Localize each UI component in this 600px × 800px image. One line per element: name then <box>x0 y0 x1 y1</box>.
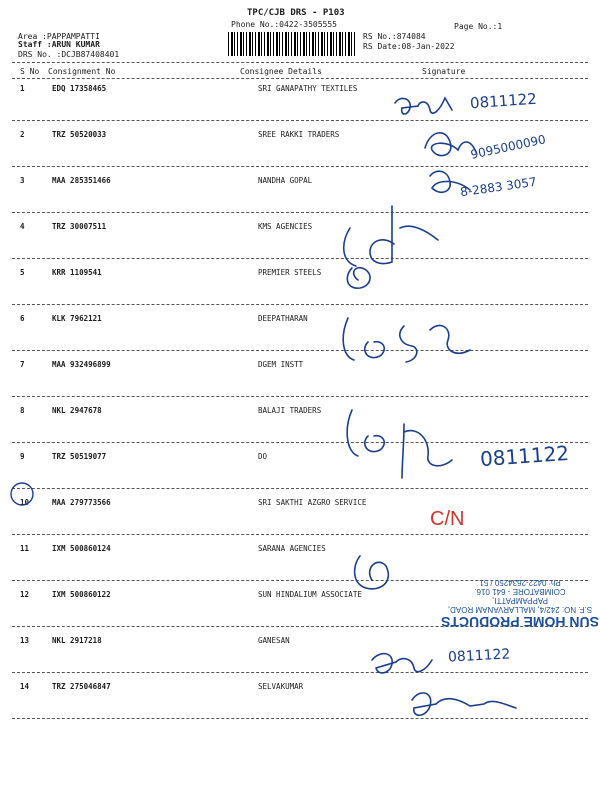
row-13-divider <box>12 672 588 673</box>
row-13-consignee: GANESAN <box>258 636 290 645</box>
column-header-signature: Signature <box>422 67 466 76</box>
signature-4 <box>344 206 438 266</box>
row-11-consignment: IXM 500860124 <box>52 544 111 553</box>
row-5-consignee: PREMIER STEELS <box>258 268 322 277</box>
row-13-consignment: NKL 2917218 <box>52 636 102 645</box>
row-10-consignee: SRI SAKTHI AZGRO SERVICE <box>258 498 367 507</box>
row-9-consignee: DO <box>258 452 268 461</box>
row-4-sno: 4 <box>20 222 25 231</box>
row-14-consignment: TRZ 275046847 <box>52 682 111 691</box>
row-7-sno: 7 <box>20 360 25 369</box>
signature-14 <box>412 693 516 715</box>
row-1-sno: 1 <box>20 84 25 93</box>
row-2-sno: 2 <box>20 130 25 139</box>
drs-number: DRS No. :DCJB87408401 <box>18 50 120 59</box>
document-title: TPC/CJB DRS - P103 <box>247 8 345 18</box>
row-6-sno: 6 <box>20 314 25 323</box>
row-2-consignment: TRZ 50520033 <box>52 130 107 139</box>
signature-3-phone: 8-2883 3057 <box>459 174 538 200</box>
company-stamp <box>440 540 600 630</box>
signature-1-date: 0811122 <box>469 89 538 113</box>
row-8-consignment: NKL 2947678 <box>52 406 102 415</box>
stamp-area: PAPPAMPATTI, <box>492 596 548 605</box>
row-9-divider <box>12 488 588 489</box>
row-6-consignee: DEEPATHARAN <box>258 314 308 323</box>
row-6-consignment: KLK 7962121 <box>52 314 102 323</box>
signature-1 <box>395 98 452 114</box>
signature-5 <box>347 268 370 289</box>
stamp-address-line: S.F. NO: 242/4, MALLARVANAM ROAD, <box>447 605 593 614</box>
signature-8-9 <box>347 410 452 478</box>
row-7-consignee: DGEM INSTT <box>258 360 304 369</box>
row-10-divider <box>12 534 588 535</box>
row-3-consignee: NANDHA GOPAL <box>258 176 313 185</box>
row-12-sno: 12 <box>20 590 30 599</box>
row-5-consignment: KRR 1109541 <box>52 268 102 277</box>
signature-2 <box>425 133 476 156</box>
row-1-consignment: EDQ 17358465 <box>52 84 107 93</box>
row-12-consignee: SUN HINDALIUM ASSOCIATE <box>258 590 362 599</box>
row-5-divider <box>12 304 588 305</box>
signature-2-phone: 9095000090 <box>469 132 547 162</box>
row-14-consignee: SELVAKUMAR <box>258 682 304 691</box>
stamp-company-name: SUN HOME PRODUCTS <box>441 614 599 630</box>
row-4-consignee: KMS AGENCIES <box>258 222 313 231</box>
area-label: Area :PAPPAMPATTI <box>18 32 100 41</box>
row-8-consignee: BALAJI TRADERS <box>258 406 322 415</box>
header-divider-top <box>12 62 588 63</box>
phone-number: Phone No.:0422-3505555 <box>231 20 337 29</box>
row-11-consignee: SARANA AGENCIES <box>258 544 326 553</box>
row-9-sno: 9 <box>20 452 25 461</box>
row-11-sno: 11 <box>20 544 30 553</box>
staff-label: Staff :ARUN KUMAR <box>18 40 100 49</box>
row-13-sno: 13 <box>20 636 30 645</box>
row-1-consignee: SRI GANAPATHY TEXTILES <box>258 84 358 93</box>
column-header-consignment: Consignment No <box>48 67 116 76</box>
row-7-divider <box>12 396 588 397</box>
row-2-divider <box>12 166 588 167</box>
stamp-phone: Ph: 0422-2634250 / 51 <box>479 578 561 587</box>
row-3-divider <box>12 212 588 213</box>
signature-11-12 <box>355 556 389 589</box>
signature-6-7 <box>343 318 470 362</box>
row-8-sno: 8 <box>20 406 25 415</box>
row-3-sno: 3 <box>20 176 25 185</box>
row-3-consignment: MAA 285351466 <box>52 176 111 185</box>
signature-9-date: 0811122 <box>479 440 570 472</box>
row-7-consignment: MAA 932496899 <box>52 360 111 369</box>
barcode <box>228 32 356 56</box>
row-14-divider <box>12 718 588 719</box>
cn-annotation: C/N <box>430 508 465 530</box>
row-14-sno: 14 <box>20 682 30 691</box>
stamp-city: COIMBATORE - 641 016. <box>474 587 566 596</box>
row-2-consignee: SREE RAKKI TRADERS <box>258 130 340 139</box>
column-header-sno: S No <box>20 67 40 76</box>
row-12-consignment: IXM 500860122 <box>52 590 111 599</box>
signature-13 <box>372 654 432 673</box>
column-header-consignee: Consignee Details <box>240 67 322 76</box>
row-6-divider <box>12 350 588 351</box>
row-9-consignment: TRZ 50519077 <box>52 452 107 461</box>
row-10-consignment: MAA 279773566 <box>52 498 111 507</box>
row-5-sno: 5 <box>20 268 25 277</box>
rs-number: RS No.:874084 <box>363 32 426 41</box>
header-divider-bottom <box>12 78 588 79</box>
row-4-consignment: TRZ 30007511 <box>52 222 107 231</box>
row-1-divider <box>12 120 588 121</box>
signature-13-date: 0811122 <box>447 646 511 666</box>
row-4-divider <box>12 258 588 259</box>
rs-date: RS Date:08-Jan-2022 <box>363 42 455 51</box>
row-8-divider <box>12 442 588 443</box>
row-10-sno: 10 <box>20 498 30 507</box>
page-number: Page No.:1 <box>454 22 503 31</box>
